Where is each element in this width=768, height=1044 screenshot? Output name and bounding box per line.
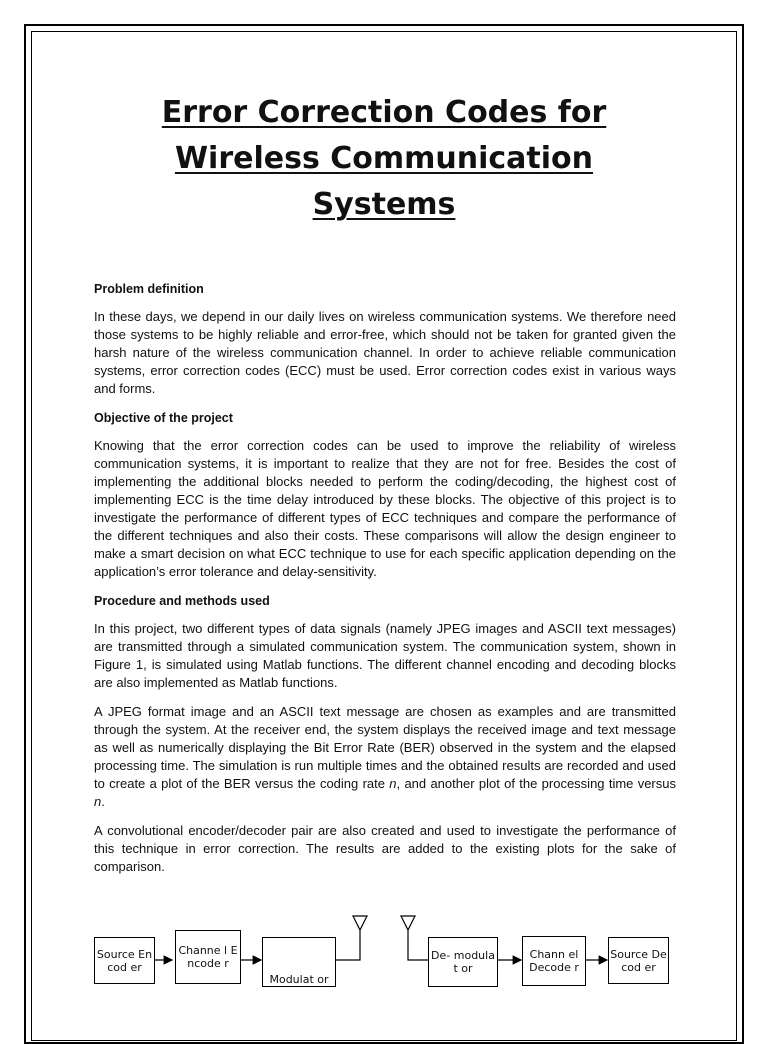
procedure-2-text-a: A JPEG format image and an ASCII text message are chosen as examples and are transmitted through the system. At the receiver end, the system displays the received image and text message as well as numerically displaying the Bit Error Rate (BER) observed in the system and the elapsed processing time. The simulation is run multiple times and the obtained results are recorded and used to create a plot of the BER versus the coding rate [94, 704, 676, 791]
paragraph-problem: In these days, we depend in our daily lives on wireless communication systems. We therefore need those systems to be highly reliable and error-free, which should not be taken for granted given the harsh nature of the wireless communication channel. In order to achieve reliable communication systems, error correction codes (ECC) must be used. Error correction codes exist in various ways and forms. [94, 309, 676, 396]
line-modulator-to-tx-antenna [336, 930, 360, 960]
title-line-2: Wireless Communication [174, 141, 594, 176]
paragraph-procedure-3: A convolutional encoder/decoder pair are also created and used to investigate the performance of this technique in error correction. The results are added to the existing plots for the sake of comparison. [94, 823, 676, 874]
block-modulator: Modulat or [262, 937, 336, 987]
variable-n: n [389, 776, 397, 791]
heading-objective: Objective of the project [94, 411, 233, 425]
heading-problem-definition: Problem definition [94, 282, 204, 296]
title-line-1: Error Correction Codes for [161, 95, 607, 130]
rx-antenna-icon [401, 916, 415, 930]
block-demodulator: De- modulat or [428, 937, 498, 987]
block-source-encoder: Source Encod er [94, 937, 155, 984]
procedure-2-text-b: , and another plot of the processing time versus [396, 776, 676, 791]
block-source-decoder: Source Decod er [608, 937, 669, 984]
variable-n: n [94, 794, 102, 809]
tx-antenna-icon [353, 916, 367, 930]
block-channel-decoder: Chann el Decode r [522, 936, 586, 986]
heading-procedure: Procedure and methods used [94, 594, 270, 608]
title-line-3: Systems [312, 187, 456, 222]
paragraph-objective: Knowing that the error correction codes can be used to improve the reliability of wireless communication systems, it is important to realize that they are not for free. Besides the cost of implementing the additional blocks needed to perform the coding/decoding, the highest cost of implementing ECC is the time delay introduced by these blocks. The objective of this project is to investigate the performance of different types of ECC techniques and compare the performance of the different techniques and also their costs. These comparisons will allow the design engineer to make a smart decision on what ECC technique to use for each specific application depending on the application’s error tolerance and delay-sensitivity. [94, 438, 676, 579]
block-channel-encoder: Channe l Encode r [175, 930, 241, 984]
procedure-2-text-c: . [101, 794, 105, 809]
line-rx-antenna-to-demodulator [408, 930, 428, 960]
paragraph-procedure-1: In this project, two different types of data signals (namely JPEG images and ASCII text messages) are transmitted through a simulated communication system. The communication system, shown in Figure 1, is simulated using Matlab functions. The different channel encoding and decoding blocks are also implemented as Matlab functions. [94, 621, 676, 690]
